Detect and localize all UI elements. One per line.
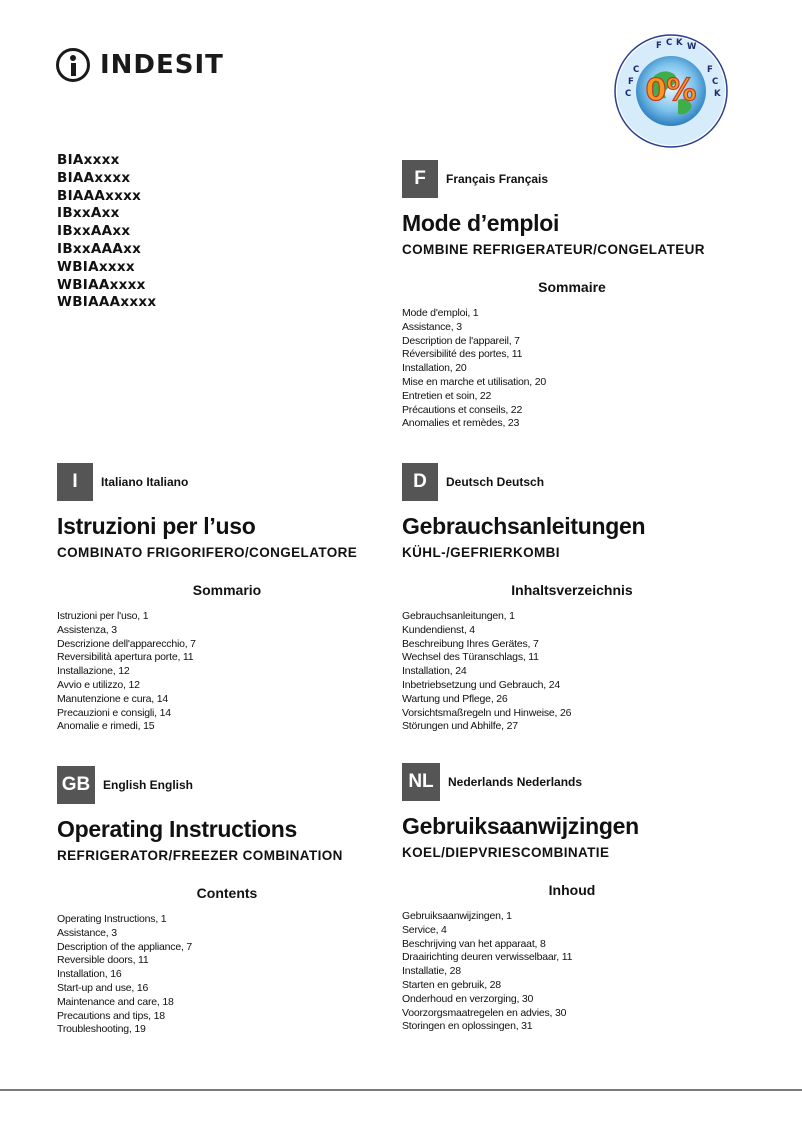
section-subtitle: COMBINATO FRIGORIFERO/CONGELATORE xyxy=(57,545,358,560)
language-name: Nederlands Nederlands xyxy=(448,775,583,789)
model-code: IBxxAAAxx xyxy=(57,240,142,257)
toc-item[interactable]: Installazione, 12 xyxy=(57,665,130,678)
toc-item[interactable]: Troubleshooting, 19 xyxy=(57,1023,146,1036)
language-name: Deutsch Deutsch xyxy=(446,475,545,489)
toc-item[interactable]: Reversibilità apertura porte, 11 xyxy=(57,651,194,664)
brand-logo xyxy=(56,48,224,82)
footer-divider xyxy=(0,1089,802,1091)
toc-item[interactable]: Operating Instructions, 1 xyxy=(57,913,167,925)
toc-item[interactable]: Precautions and tips, 18 xyxy=(57,1009,165,1022)
toc-item[interactable]: Description de l'appareil, 7 xyxy=(402,334,520,347)
language-code-badge: F xyxy=(402,160,438,198)
contents-heading: Sommaire xyxy=(538,279,606,295)
toc-item[interactable]: Wartung und Pflege, 26 xyxy=(402,692,508,705)
toc-item[interactable]: Wechsel des Türanschlags, 11 xyxy=(402,651,539,664)
toc-item[interactable]: Gebruiksaanwijzingen, 1 xyxy=(402,910,512,922)
table-of-contents xyxy=(402,307,742,431)
svg-text:W: W xyxy=(687,42,697,52)
toc-item[interactable]: Assistenza, 3 xyxy=(57,623,117,636)
model-code: WBIAAAxxxx xyxy=(57,294,157,311)
toc-item[interactable]: Inbetriebsetzung und Gebrauch, 24 xyxy=(402,678,561,691)
section-title: Istruzioni per l’uso xyxy=(57,513,256,539)
section-title: Gebrauchsanleitungen xyxy=(402,513,646,539)
section-italian xyxy=(57,463,397,734)
section-dutch xyxy=(402,763,742,1034)
svg-text:F: F xyxy=(707,65,713,75)
toc-item[interactable]: Vorsichtsmaßregeln und Hinweise, 26 xyxy=(402,706,572,719)
svg-text:K: K xyxy=(676,38,683,48)
toc-item[interactable]: Service, 4 xyxy=(402,923,447,936)
toc-item[interactable]: Installation, 24 xyxy=(402,665,467,678)
toc-item[interactable]: Storingen en oplossingen, 31 xyxy=(402,1020,533,1033)
model-code: WBIAxxxx xyxy=(57,258,135,275)
model-code: IBxxAxx xyxy=(57,205,120,222)
contents-heading: Contents xyxy=(196,885,258,901)
language-code-badge: GB xyxy=(57,766,95,804)
toc-item[interactable]: Descrizione dell'apparecchio, 7 xyxy=(57,637,196,650)
toc-item[interactable]: Maintenance and care, 18 xyxy=(57,995,174,1008)
toc-item[interactable]: Anomalies et remèdes, 23 xyxy=(402,417,520,430)
section-title: Gebruiksaanwijzingen xyxy=(402,813,639,839)
section-subtitle: KÜHL-/GEFRIERKOMBI xyxy=(402,545,560,560)
svg-text:C: C xyxy=(633,65,640,75)
toc-item[interactable]: Mode d'emploi, 1 xyxy=(402,307,479,319)
svg-text:C: C xyxy=(625,89,632,99)
table-of-contents xyxy=(402,610,742,734)
language-name: Français Français xyxy=(446,172,549,186)
toc-item[interactable]: Description of the appliance, 7 xyxy=(57,940,193,953)
svg-text:C: C xyxy=(666,38,673,48)
toc-item[interactable]: Manutenzione e cura, 14 xyxy=(57,692,168,705)
toc-item[interactable]: Istruzioni per l'uso, 1 xyxy=(57,610,149,622)
svg-text:C: C xyxy=(712,77,719,87)
toc-item[interactable]: Installatie, 28 xyxy=(402,965,461,978)
contents-heading: Inhoud xyxy=(548,882,596,898)
badge-value: 0% xyxy=(645,73,697,108)
model-code: WBIAAxxxx xyxy=(57,276,146,293)
svg-text:K: K xyxy=(714,89,721,99)
section-subtitle: COMBINE REFRIGERATEUR/CONGELATEUR xyxy=(402,242,705,257)
toc-item[interactable]: Installation, 20 xyxy=(402,362,467,375)
toc-item[interactable]: Start-up and use, 16 xyxy=(57,981,149,994)
language-name: English English xyxy=(103,778,194,792)
toc-item[interactable]: Precauzioni e consigli, 14 xyxy=(57,706,171,719)
toc-item[interactable]: Entretien et soin, 22 xyxy=(402,389,492,402)
toc-item[interactable]: Avvio e utilizzo, 12 xyxy=(57,678,140,691)
toc-item[interactable]: Draairichting deuren verwisselbaar, 11 xyxy=(402,951,573,964)
model-code: BIAAAxxxx xyxy=(57,187,142,204)
toc-item[interactable]: Beschreibung Ihres Gerätes, 7 xyxy=(402,637,539,650)
contents-heading: Sommario xyxy=(192,582,262,598)
toc-item[interactable]: Störungen und Abhilfe, 27 xyxy=(402,720,518,733)
toc-item[interactable]: Installation, 16 xyxy=(57,968,122,981)
language-code-badge: I xyxy=(57,463,93,501)
indesit-logo-icon xyxy=(56,48,90,82)
section-subtitle: KOEL/DIEPVRIESCOMBINATIE xyxy=(402,845,610,860)
toc-item[interactable]: Mise en marche et utilisation, 20 xyxy=(402,375,546,388)
toc-item[interactable]: Starten en gebruik, 28 xyxy=(402,978,501,991)
toc-item[interactable]: Assistance, 3 xyxy=(57,926,117,939)
model-code: BIAxxxx xyxy=(57,152,120,168)
language-code-badge: D xyxy=(402,463,438,501)
toc-item[interactable]: Anomalie e rimedi, 15 xyxy=(57,720,155,733)
toc-item[interactable]: Beschrijving van het apparaat, 8 xyxy=(402,937,546,950)
toc-item[interactable]: Onderhoud en verzorging, 30 xyxy=(402,992,534,1005)
model-code: IBxxAAxx xyxy=(57,223,131,240)
toc-item[interactable]: Précautions et conseils, 22 xyxy=(402,403,523,416)
section-french xyxy=(402,160,742,431)
toc-item[interactable]: Gebrauchsanleitungen, 1 xyxy=(402,610,515,622)
section-german xyxy=(402,463,742,734)
model-code: BIAAxxxx xyxy=(57,169,131,186)
language-code-badge: NL xyxy=(402,763,440,801)
section-title: Operating Instructions xyxy=(57,816,298,842)
toc-item[interactable]: Kundendienst, 4 xyxy=(402,623,475,636)
svg-text:F: F xyxy=(628,77,634,87)
brand-name: INDESIT xyxy=(100,50,224,80)
model-list xyxy=(57,152,156,312)
toc-item[interactable]: Assistance, 3 xyxy=(402,320,462,333)
table-of-contents xyxy=(402,910,742,1034)
section-english xyxy=(57,766,397,1037)
table-of-contents xyxy=(57,610,397,734)
cfc-free-badge-icon xyxy=(612,32,730,150)
contents-heading: Inhaltsverzeichnis xyxy=(511,582,633,598)
toc-item[interactable]: Voorzorgsmaatregelen en advies, 30 xyxy=(402,1006,567,1019)
language-name: Italiano Italiano xyxy=(101,475,189,489)
table-of-contents xyxy=(57,913,397,1037)
section-subtitle: REFRIGERATOR/FREEZER COMBINATION xyxy=(57,848,343,863)
toc-item[interactable]: Reversible doors, 11 xyxy=(57,954,149,967)
svg-text:F: F xyxy=(656,41,662,51)
section-title: Mode d’emploi xyxy=(402,210,560,236)
toc-item[interactable]: Réversibilité des portes, 11 xyxy=(402,348,523,361)
